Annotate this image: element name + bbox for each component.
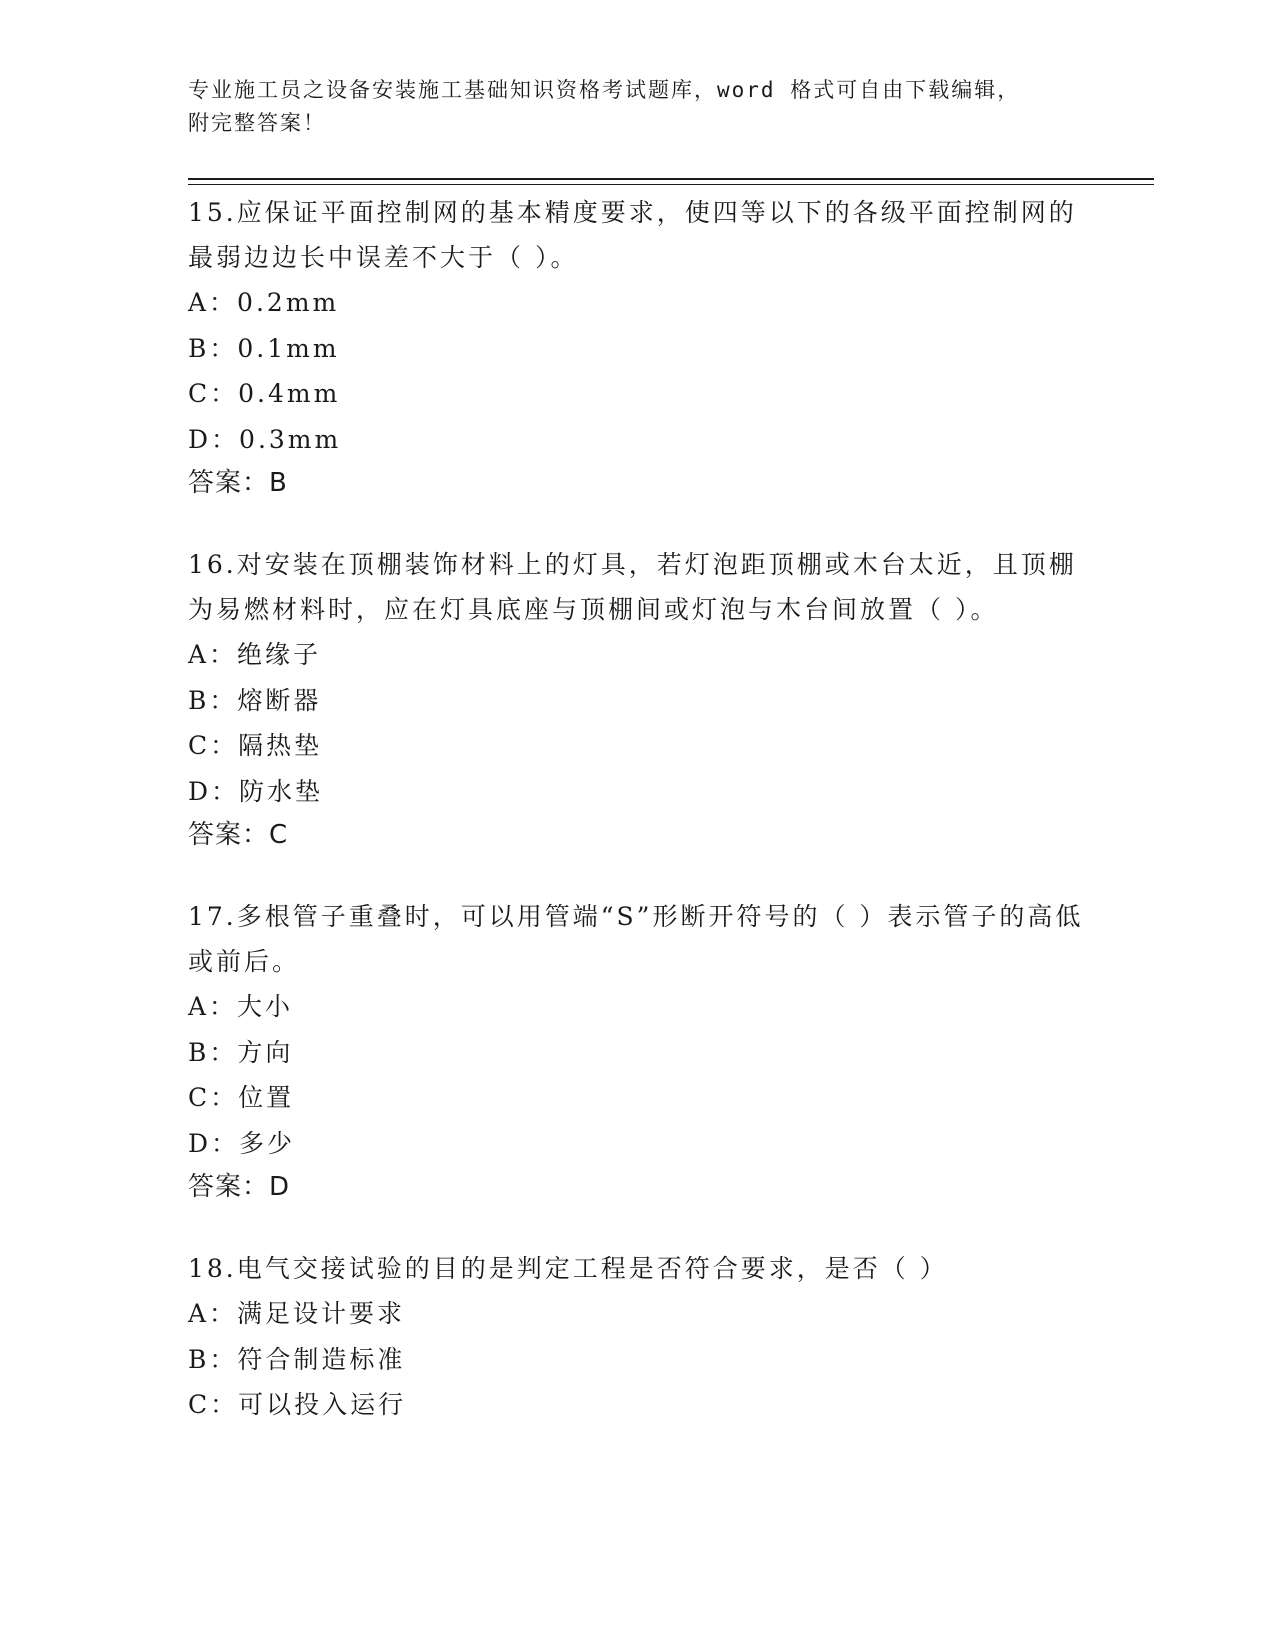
option-c: C：可以投入运行 [188, 1390, 407, 1419]
header-line-2: 附完整答案！ [188, 111, 326, 135]
option-b: B：熔断器 [188, 685, 322, 715]
option-c: C：隔热垫 [188, 731, 323, 760]
option-c: C：0.4mm [188, 379, 341, 408]
option-b: B：0.1mm [188, 333, 340, 363]
answer-line: 答案：D [188, 1172, 291, 1202]
option-d: D：0.3mm [188, 424, 342, 454]
answer-line: 答案：B [188, 468, 288, 498]
option-c: C：位置 [188, 1083, 295, 1112]
option-b: B：符合制造标准 [188, 1344, 406, 1374]
question-list [188, 190, 1088, 1465]
question-15 [188, 190, 1088, 505]
header-divider-thin [188, 184, 1154, 185]
option-a: A：满足设计要求 [188, 1299, 406, 1328]
option-b: B：方向 [188, 1037, 294, 1067]
answer-line: 答案：C [188, 820, 289, 850]
document-header [188, 74, 1088, 140]
question-stem: 15.应保证平面控制网的基本精度要求，使四等以下的各级平面控制网的最弱边边长中误差不大于（ ）。 [188, 198, 1077, 272]
option-a: A：大小 [188, 992, 294, 1021]
question-18 [188, 1246, 1088, 1428]
question-stem: 16.对安装在顶棚装饰材料上的灯具，若灯泡距顶棚或木台太近，且顶棚为易燃材料时，应在灯具底座与顶棚间或灯泡与木台间放置（ ）。 [188, 550, 1077, 624]
question-16 [188, 542, 1088, 857]
option-d: D：防水垫 [188, 776, 324, 806]
question-stem: 18.电气交接试验的目的是判定工程是否符合要求，是否（ ） [188, 1254, 948, 1283]
question-17 [188, 894, 1088, 1209]
option-d: D：多少 [188, 1128, 296, 1158]
header-line-1: 专业施工员之设备安装施工基础知识资格考试题库，word 格式可自由下载编辑， [188, 78, 1021, 102]
question-stem: 17.多根管子重叠时，可以用管端“S”形断开符号的（ ）表示管子的高低或前后。 [188, 902, 1084, 976]
option-a: A：绝缘子 [188, 640, 322, 669]
option-a: A：0.2mm [188, 288, 340, 317]
header-divider-thick [188, 178, 1154, 180]
